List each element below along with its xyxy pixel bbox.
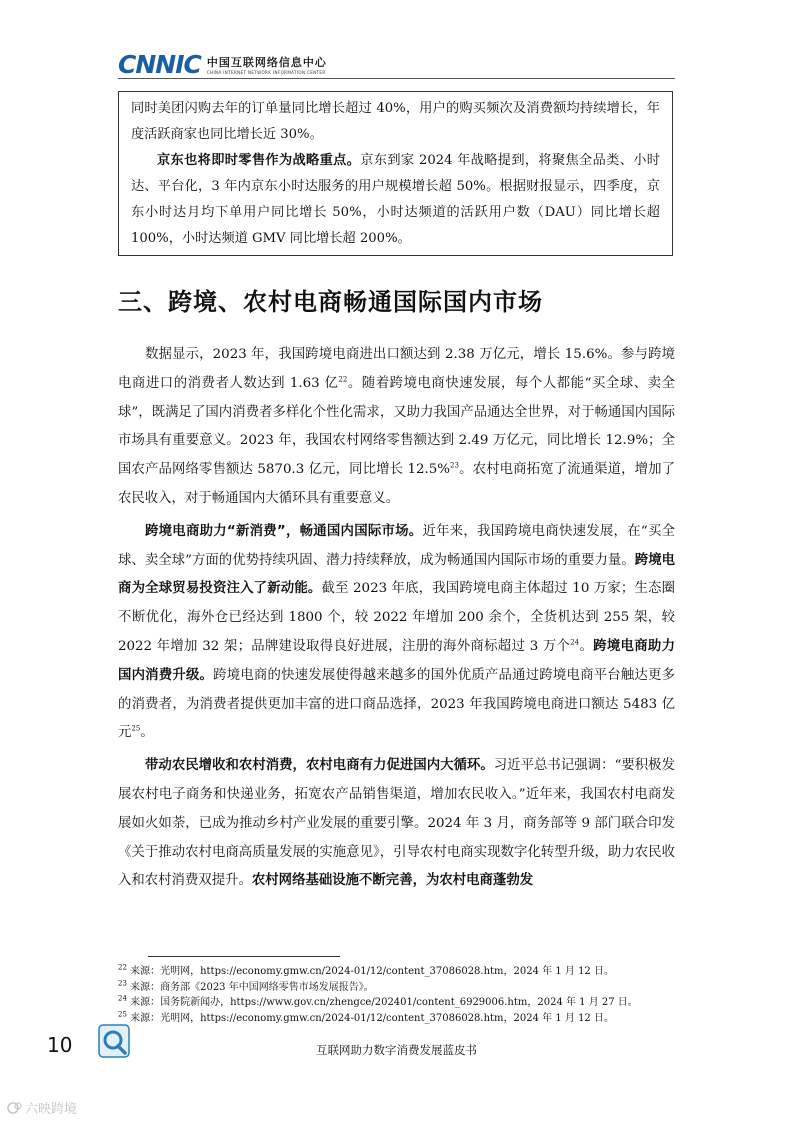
p1-part-b: 。随着跨境电商快速发展，每个人都能“买全球、卖全球”，既满足了国内消费者多样化个性化需求，又助力我国产品通达全世界，对于畅通国内国际市场具有重要意义。2023 年，我国农村网络零售额达到 2.49 万亿元，同比增长 12.9%；全国农产品网络零售额达 5870.3 亿元，同比增长 12.5% [118, 375, 675, 478]
main-body [118, 341, 675, 900]
footnote-25 [118, 1011, 678, 1027]
body-paragraph-1 [118, 341, 675, 514]
footnote-num: 22 [118, 963, 127, 972]
box-paragraph-1: 同时美团闪购去年的订单量同比增长超过 40%，用户的购买频次及消费额均持续增长，年度活跃商家也同比增长近 30%。 [131, 101, 660, 142]
p1-part-a: 数据显示，2023 年，我国跨境电商进出口额达到 2.38 万亿元，增长 15.6%。参与跨境电商进口的消费者人数达到 1.63 亿 [118, 347, 675, 391]
footnote-divider [148, 956, 340, 957]
footnote-ref-24[interactable]: 24 [570, 638, 580, 647]
body-paragraph-2 [118, 518, 675, 748]
header-divider [118, 78, 675, 79]
p2-part-c: 。 [579, 638, 594, 654]
watermark-icon [6, 1101, 22, 1115]
footer-title: 互联网助力数字消费发展蓝皮书 [316, 1043, 477, 1057]
org-name-cn: 中国互联网络信息中心 [206, 55, 327, 69]
page-header [118, 50, 327, 78]
cnnic-logo: CNNIC [118, 49, 201, 79]
footnote-text: 来源：光明网，https://economy.gmw.cn/2024-01/12/content_37086028.htm，2024 年 1 月 12 日。 [126, 1012, 614, 1024]
p2-part-e: 。 [140, 725, 154, 741]
watermark-text: 六映跨境 [25, 1102, 78, 1117]
page-number: 10 [47, 1033, 73, 1057]
footnote-text: 来源：光明网，https://economy.gmw.cn/2024-01/12/content_37086028.htm，2024 年 1 月 12 日。 [126, 966, 614, 977]
section-title: 三、跨境、农村电商畅通国际国内市场 [118, 288, 543, 316]
body-paragraph-3 [118, 752, 675, 896]
org-name-en: CHINA INTERNET NETWORK INFORMATION CENTER [206, 69, 326, 75]
footnotes [118, 964, 678, 1026]
footnote-ref-23[interactable]: 23 [450, 461, 459, 470]
p3-bold-1: 带动农民增收和农村消费，农村电商有力促进国内大循环。 [145, 758, 494, 774]
org-name-block [207, 54, 327, 75]
footnote-ref-22[interactable]: 22 [338, 375, 348, 384]
p2-part-d: 跨境电商的快速发展使得越来越多的国外优质产品通过跨境电商平台触达更多的消费者，为消费者提供更加丰富的进口商品选择，2023 年我国跨境电商进口额达 5483 亿元 [118, 667, 676, 741]
footnote-23 [118, 980, 678, 996]
box-p2-text: 京东到家 2024 年战略提到，将聚焦全品类、小时达、平台化，3 年内京东小时达服务的用户规模增长超 50%。根据财报显示，四季度，京东小时达月均下单用户同比增长 50%，小时达频道的活跃用户数（DAU）同比增长超 100%，小时达频道 GMV 同比增长超 200%。 [131, 153, 660, 246]
p2-bold-1: 跨境电商助力“新消费”，畅通国内国际市场。 [145, 523, 423, 539]
p2-bold-3: 跨境电商助力国内消费升级。 [118, 638, 676, 683]
p2-part-b: 截至 2023 年底，我国跨境电商主体超过 10 万家；生态圈不断优化，海外仓已经达到 1800 个，较 2022 年增加 200 余个，全货机达到 255 架，较 2022 年增加 32 架；品牌建设取得良好进展，注册的海外商标超过 3 万个 [118, 581, 675, 654]
footnote-24 [118, 995, 678, 1011]
p2-part-a: 近年来，我国跨境电商快速发展，在“买全球、卖全球”方面的优势持续巩固、潜力持续释放，成为畅通国内国际市场的重要力量。 [118, 523, 675, 568]
p2-bold-2: 跨境电商为全球贸易投资注入了新动能。 [118, 552, 676, 597]
footnote-num: 25 [118, 1010, 127, 1019]
footnote-num: 24 [118, 994, 127, 1003]
p3-part-a: 习近平总书记强调：“要积极发展农村电子商务和快递业务，拓宽农产品销售渠道，增加农民收入。”近年来，我国农村电商发展如火如荼，已成为推动乡村产业发展的重要引擎。2024 年 3 月，商务部等 9 部门联合印发《关于推动农村电商高质量发展的实施意见》，引导农村电商实现数字化转型升级，助力农民收入和农村消费双提升。 [118, 758, 675, 889]
box-paragraph-2 [131, 148, 660, 252]
footnote-num: 23 [118, 979, 127, 988]
case-box [118, 91, 673, 256]
box-p2-bold: 京东也将即时零售作为战略重点。 [157, 153, 361, 168]
footnote-ref-25[interactable]: 25 [131, 724, 141, 733]
footnote-22 [118, 964, 678, 980]
p3-bold-2: 农村网络基础设施不断完善，为农村电商蓬勃发 [251, 873, 534, 889]
watermark [6, 1098, 77, 1117]
footnote-text: 来源：商务部《2023 年中国网络零售市场发展报告》。 [126, 981, 374, 993]
footnote-text: 来源：国务院新闻办，https://www.gov.cn/zhengce/202401/content_6929006.htm，2024 年 1 月 27 日。 [126, 997, 638, 1008]
p1-part-c: 。农村电商拓宽了流通渠道，增加了农民收入，对于畅通国内大循环具有重要意义。 [118, 462, 676, 506]
